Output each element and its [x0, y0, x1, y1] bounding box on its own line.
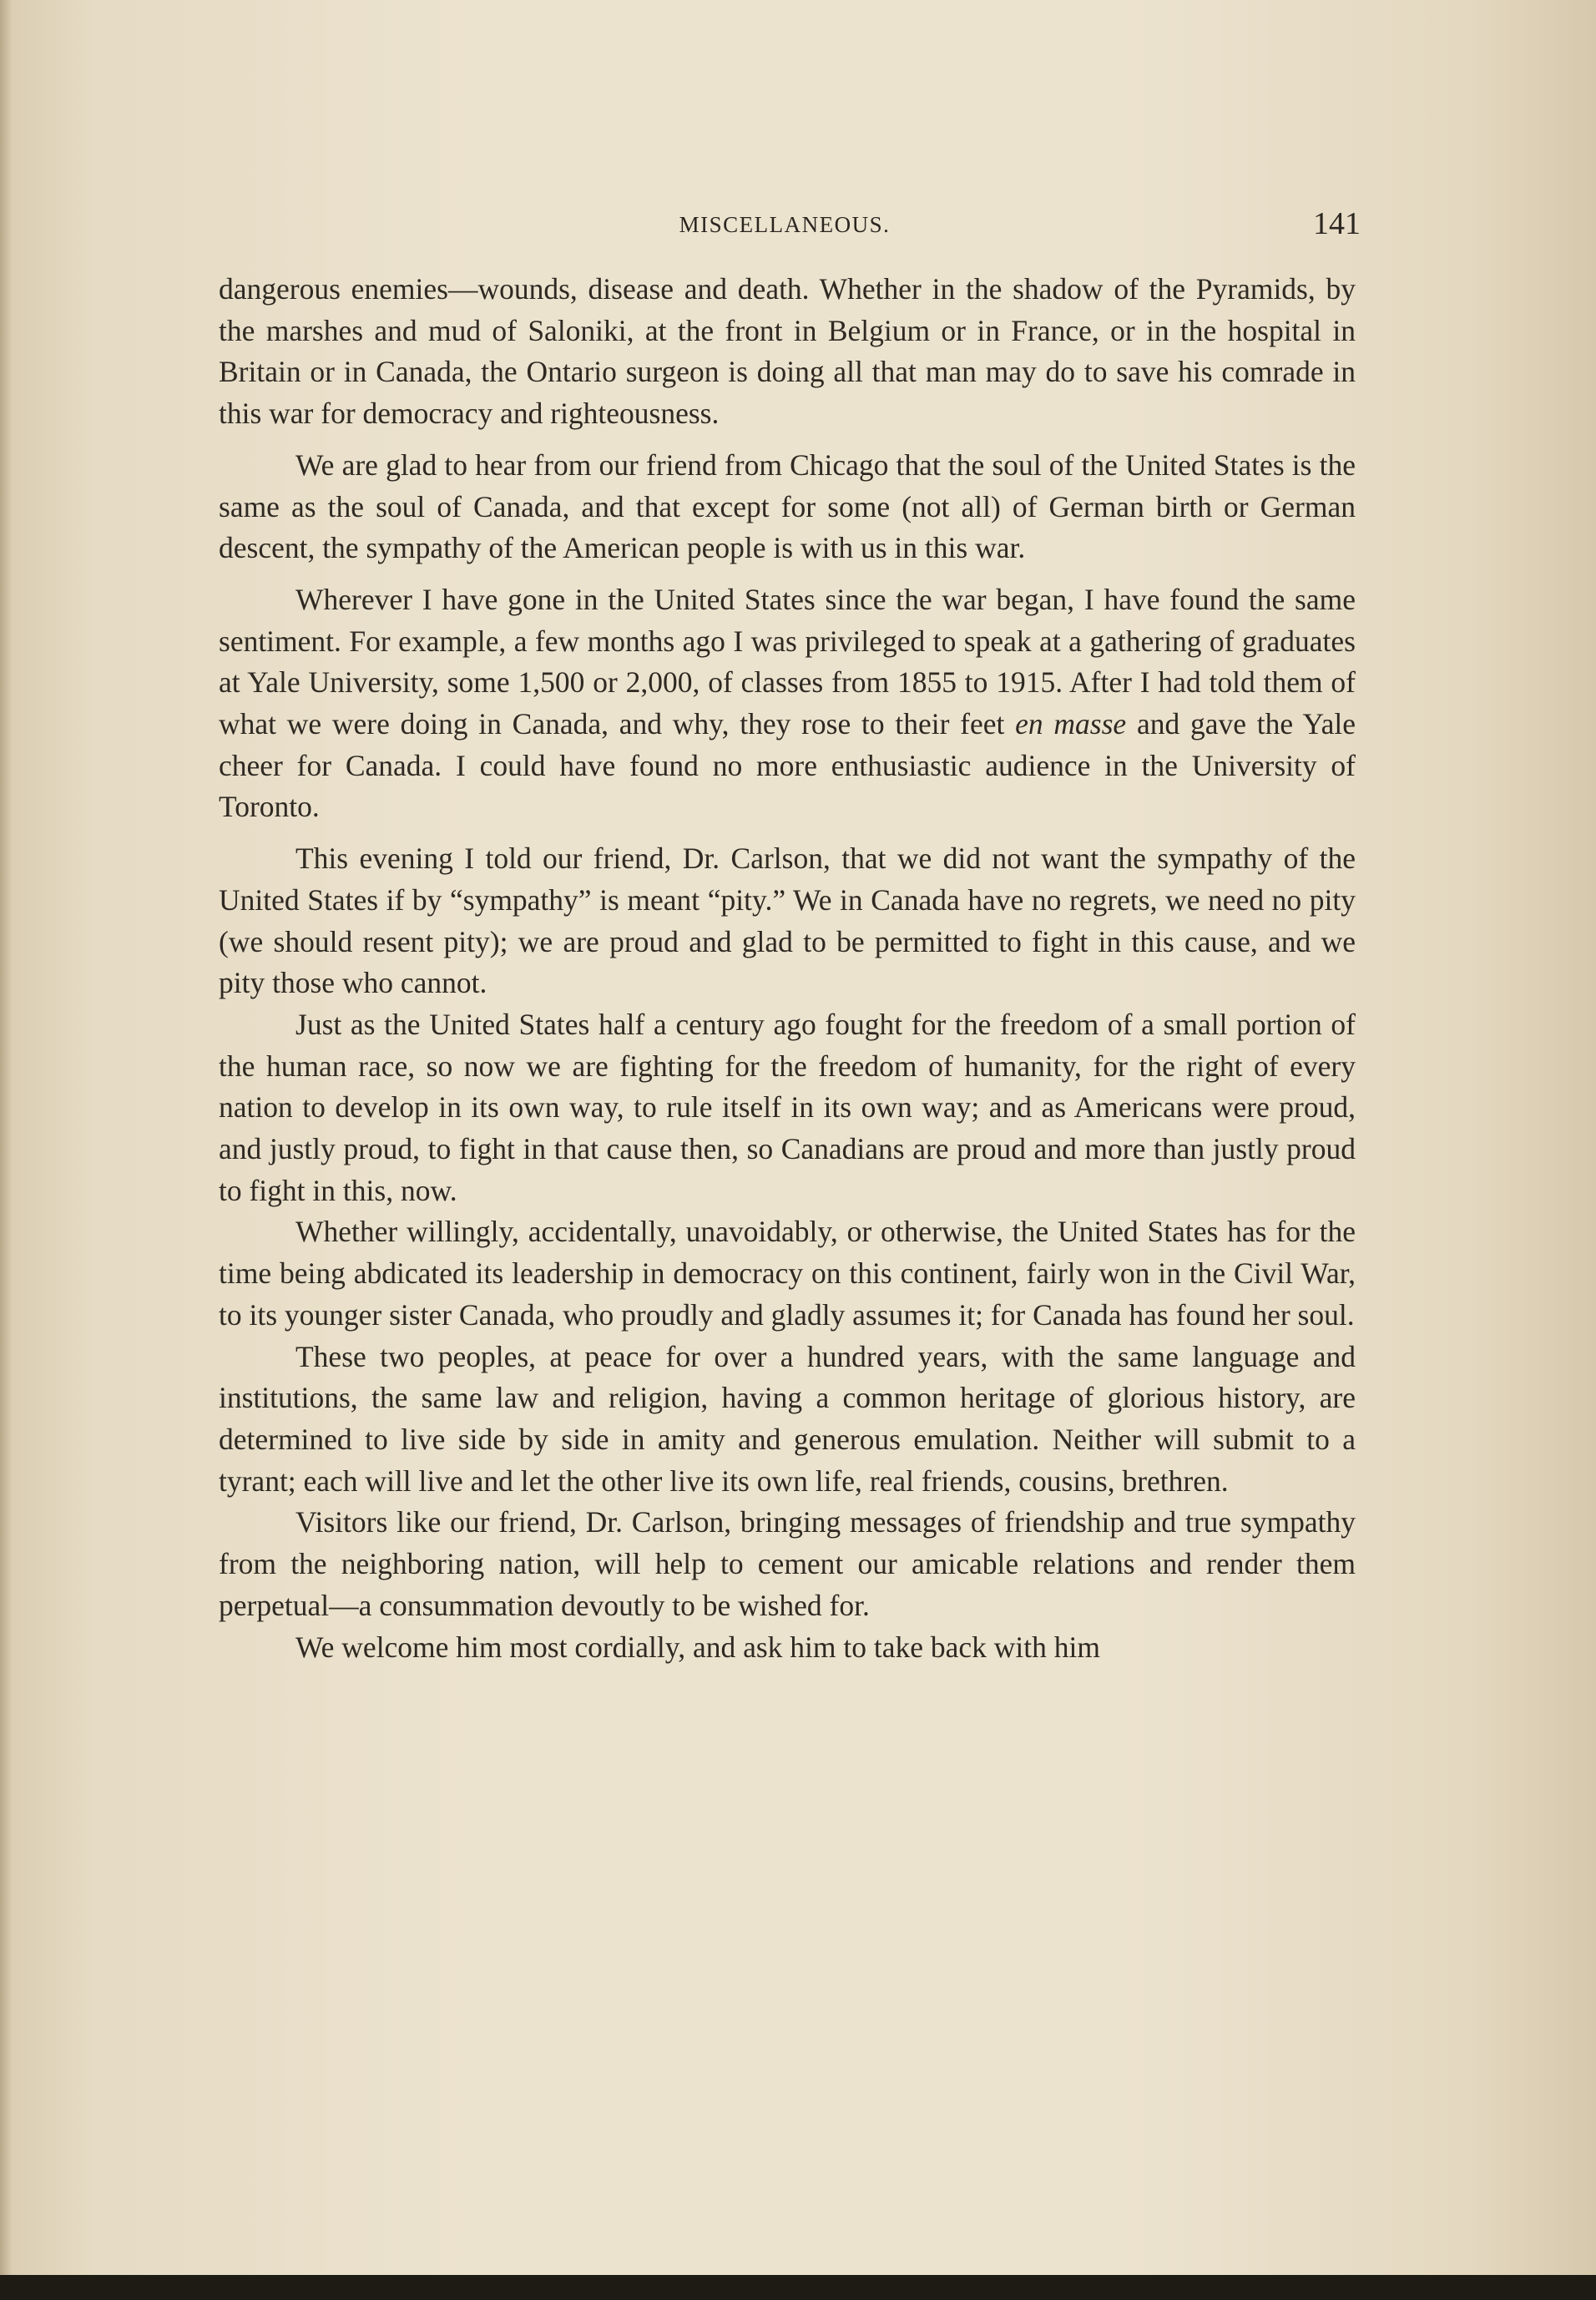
paragraph: Whether willingly, accidentally, unavoidably, or otherwise, the United States has for the time being abdicated its leadership in democracy on this continent, fairly won in the Civil War, to its younger sister Canada, who proudly and gladly assumes it; for Canada has found her soul. [219, 1215, 1356, 1332]
paragraph: Wherever I have gone in the United States since the war began, I have found the same sentiment. For example, a few months ago I was privileged to speak at a gathering of graduates at Yale University, some 1,500 or 2,000, of classes from 1855 to 1915. After I had told them of what we were doing in Canada, and why, they rose to their feet en masse and gave the Yale cheer for Canada. I could have found no more enthusiastic audience in the University of Toronto. [219, 582, 1356, 824]
paragraph: Visitors like our friend, Dr. Carlson, bringing messages of friendship and true sympathy from the neighboring nation, will help to cement our amicable relations and render them perpetual—a consummation devoutly to be wished for. [219, 1505, 1356, 1622]
scan-bottom-edge [0, 2275, 1596, 2300]
page-gutter-shadow [0, 0, 12, 2275]
page-header [209, 205, 1361, 247]
page-number: 141 [1313, 206, 1361, 241]
paragraph: This evening I told our friend, Dr. Carlson, that we did not want the sympathy of the United States if by “sympathy” is meant “pity.” We in Canada have no regrets, we need no pity (we should resent pity); we are proud and glad to be permitted to fight in this cause, and we pity those who cannot. [219, 842, 1356, 1000]
paragraph: These two peoples, at peace for over a hundred years, with the same language and institutions, the same law and religion, having a common heritage of glorious history, are determined to live side by side in amity and generous emulation. Neither will submit to a tyrant; each will live and let the other live its own life, real friends, cousins, brethren. [219, 1339, 1356, 1498]
paragraph: We welcome him most cordially, and ask him to take back with him [295, 1630, 1100, 1664]
paragraph: We are glad to hear from our friend from Chicago that the soul of the United States is the same as the soul of Canada, and that except for some (not all) of German birth or German descent, the sympathy of the American people is with us in this war. [219, 447, 1356, 565]
body-text [219, 269, 1356, 1668]
paragraph: dangerous enemies—wounds, disease and death. Whether in the shadow of the Pyramids, by the marshes and mud of Saloniki, at the front in Belgium or in France, or in the hospital in Britain or in Canada, the Ontario surgeon is doing all that man may do to save his comrade in this war for democracy and righteousness. [219, 272, 1356, 431]
running-head: MISCELLANEOUS. [679, 212, 891, 237]
paragraph: Just as the United States half a century ago fought for the freedom of a small portion of the human race, so now we are fighting for the freedom of humanity, for the right of every nation to develop in its own way, to rule itself in its own way; and as Americans were proud, and justly proud, to fight in that cause then, so Canadians are proud and more than justly proud to fight in this, now. [219, 1007, 1356, 1207]
